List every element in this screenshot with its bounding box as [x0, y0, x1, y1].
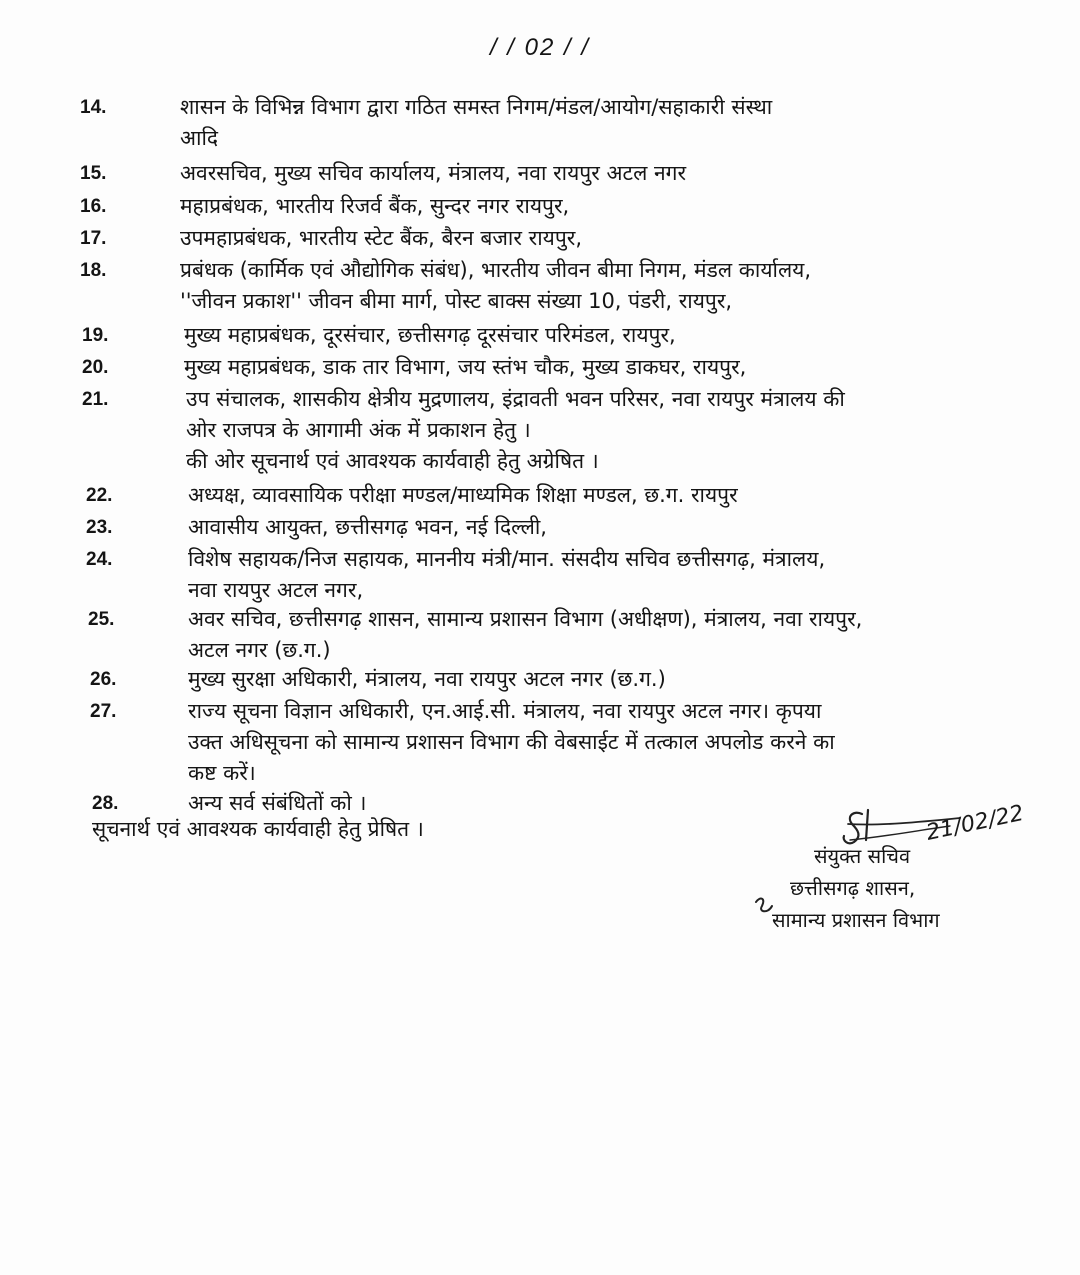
- item-number: 28.: [92, 793, 119, 814]
- item-number: 25.: [88, 609, 115, 630]
- signatory-designation: संयुक्त सचिव: [814, 844, 911, 868]
- signatory-government: छत्तीसगढ़ शासन,: [790, 876, 916, 900]
- item-number: 18.: [80, 260, 107, 281]
- item-text: [188, 544, 1008, 606]
- item-number: 24.: [86, 549, 113, 570]
- item-line: शासन के विभिन्न विभाग द्वारा गठित समस्त निगम/मंडल/आयोग/सहाकारी संस्था: [180, 95, 773, 119]
- item-text: [184, 320, 984, 351]
- item-text: [180, 191, 980, 222]
- signature-date: 21/02/22: [924, 800, 1026, 846]
- item-text: [188, 480, 988, 511]
- forwarding-note: सूचनार्थ एवं आवश्यक कार्यवाही हेतु प्रेषित ।: [92, 817, 424, 841]
- item-text: [180, 223, 980, 254]
- item-number: 23.: [86, 517, 113, 538]
- item-line: अध्यक्ष, व्यावसायिक परीक्षा मण्डल/माध्यमिक शिक्षा मण्डल, छ.ग. रायपुर: [188, 483, 738, 507]
- item-line: अटल नगर (छ.ग.): [188, 638, 331, 662]
- item-line: नवा रायपुर अटल नगर,: [188, 578, 364, 602]
- item-line: उक्त अधिसूचना को सामान्य प्रशासन विभाग की वेबसाईट में तत्काल अपलोड करने का: [188, 730, 835, 754]
- item-line: अवरसचिव, मुख्य सचिव कार्यालय, मंत्रालय, नवा रायपुर अटल नगर: [180, 161, 687, 185]
- item-number: 21.: [82, 389, 109, 410]
- item-line: अन्य सर्व संबंधितों को ।: [188, 791, 367, 815]
- item-number: 17.: [80, 228, 107, 249]
- item-line: उपमहाप्रबंधक, भारतीय स्टेट बैंक, बैरन बजार रायपुर,: [180, 226, 583, 250]
- item-number: 19.: [82, 325, 109, 346]
- item-text: [188, 664, 988, 695]
- item-line: मुख्य महाप्रबंधक, डाक तार विभाग, जय स्तंभ चौक, मुख्य डाकघर, रायपुर,: [184, 355, 747, 379]
- item-line: प्रबंधक (कार्मिक एवं औद्योगिक संबंध), भारतीय जीवन बीमा निगम, मंडल कार्यालय,: [180, 258, 812, 282]
- item-line: की ओर सूचनार्थ एवं आवश्यक कार्यवाही हेतु अग्रेषित ।: [186, 449, 599, 473]
- item-number: 20.: [82, 357, 109, 378]
- item-text: [180, 255, 1010, 317]
- signatory-department: सामान्य प्रशासन विभाग: [772, 908, 940, 932]
- item-number: 22.: [86, 485, 113, 506]
- item-text: [184, 352, 984, 383]
- item-number: 15.: [80, 163, 107, 184]
- item-line: अवर सचिव, छत्तीसगढ़ शासन, सामान्य प्रशासन विभाग (अधीक्षण), मंत्रालय, नवा रायपुर,: [188, 607, 863, 631]
- item-text: [180, 158, 980, 189]
- item-line: महाप्रबंधक, भारतीय रिजर्व बैंक, सुन्दर नगर रायपुर,: [180, 194, 570, 218]
- item-number: 26.: [90, 669, 117, 690]
- page-number: / / 02 / /: [489, 34, 591, 61]
- item-line: आदि: [180, 126, 219, 150]
- item-text: [188, 604, 1013, 666]
- item-line: आवासीय आयुक्त, छत्तीसगढ़ भवन, नई दिल्ली,: [188, 515, 547, 539]
- item-text: [186, 384, 1016, 477]
- item-line: कष्ट करें।: [188, 761, 256, 785]
- item-line: मुख्य सुरक्षा अधिकारी, मंत्रालय, नवा रायपुर अटल नगर (छ.ग.): [188, 667, 666, 691]
- item-line: ओर राजपत्र के आगामी अंक में प्रकाशन हेतु ।: [186, 418, 531, 442]
- item-line: ''जीवन प्रकाश'' जीवन बीमा मार्ग, पोस्ट बाक्स संख्या 10, पंडरी, रायपुर,: [180, 289, 733, 313]
- item-line: उप संचालक, शासकीय क्षेत्रीय मुद्रणालय, इंद्रावती भवन परिसर, नवा रायपुर मंत्रालय की: [186, 387, 845, 411]
- item-line: राज्य सूचना विज्ञान अधिकारी, एन.आई.सी. मंत्रालय, नवा रायपुर अटल नगर। कृपया: [188, 699, 822, 723]
- item-number: 27.: [90, 701, 117, 722]
- item-line: विशेष सहायक/निज सहायक, माननीय मंत्री/मान. संसदीय सचिव छत्तीसगढ़, मंत्रालय,: [188, 547, 826, 571]
- item-number: 16.: [80, 196, 107, 217]
- item-text: [188, 512, 988, 543]
- item-text: [180, 92, 980, 154]
- item-line: मुख्य महाप्रबंधक, दूरसंचार, छत्तीसगढ़ दूरसंचार परिमंडल, रायपुर,: [184, 323, 676, 347]
- item-text: [188, 696, 1013, 789]
- item-number: 14.: [80, 97, 107, 118]
- signature-block: [750, 800, 1050, 940]
